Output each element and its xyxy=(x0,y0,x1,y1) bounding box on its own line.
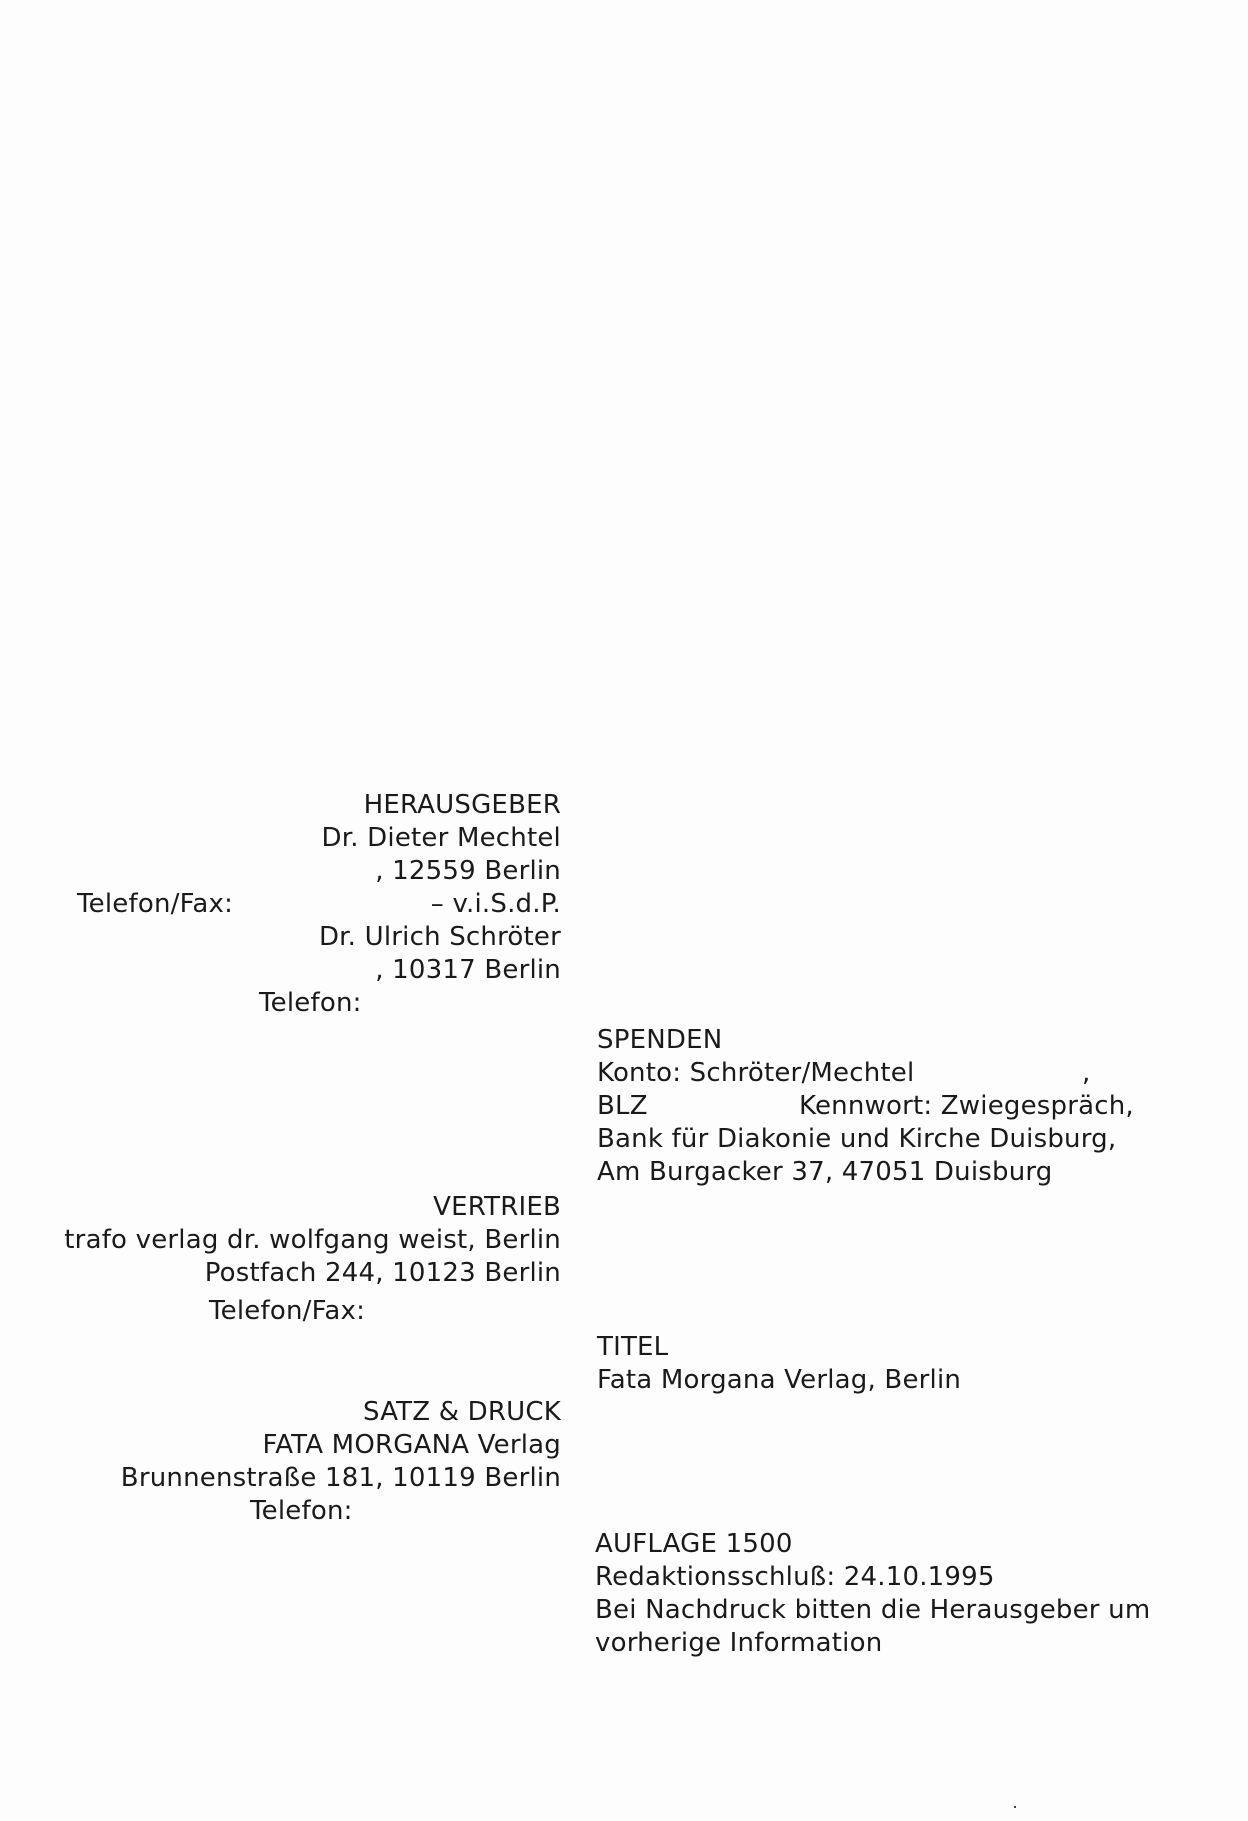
herausgeber-phone-label-2: Telefon: xyxy=(259,988,362,1018)
satz-druck-line-1: FATA MORGANA Verlag xyxy=(262,1430,561,1460)
herausgeber-name-2: Dr. Ulrich Schröter xyxy=(318,922,561,952)
satz-druck-phone-label: Telefon: xyxy=(250,1496,353,1526)
auflage-line-3: vorherige Information xyxy=(595,1628,883,1658)
spenden-kennwort: Kennwort: Zwiegespräch, xyxy=(799,1091,1134,1121)
herausgeber-name-1: Dr. Dieter Mechtel xyxy=(321,823,561,853)
herausgeber-address-2: , 10317 Berlin xyxy=(375,955,561,985)
scan-speck xyxy=(1014,1806,1016,1808)
satz-druck-heading: SATZ & DRUCK xyxy=(363,1397,561,1427)
vertrieb-heading: VERTRIEB xyxy=(433,1192,561,1222)
spenden-address: Am Burgacker 37, 47051 Duisburg xyxy=(597,1157,1053,1187)
spenden-heading: SPENDEN xyxy=(597,1025,723,1055)
vertrieb-line-2: Postfach 244, 10123 Berlin xyxy=(204,1258,561,1288)
spenden-konto: Konto: Schröter/Mechtel xyxy=(597,1058,915,1088)
herausgeber-phone-label-1: Telefon/Fax: xyxy=(77,889,234,919)
vertrieb-line-1: trafo verlag dr. wolfgang weist, Berlin xyxy=(64,1225,561,1255)
titel-line-1: Fata Morgana Verlag, Berlin xyxy=(597,1365,962,1395)
titel-heading: TITEL xyxy=(597,1332,669,1362)
spenden-konto-comma: , xyxy=(1082,1058,1091,1088)
auflage-heading: AUFLAGE 1500 xyxy=(595,1529,793,1559)
herausgeber-visdp: – v.i.S.d.P. xyxy=(430,889,561,919)
herausgeber-address-1: , 12559 Berlin xyxy=(375,856,561,886)
satz-druck-line-2: Brunnenstraße 181, 10119 Berlin xyxy=(120,1463,561,1493)
herausgeber-heading: HERAUSGEBER xyxy=(363,790,561,820)
spenden-bank: Bank für Diakonie und Kirche Duisburg, xyxy=(597,1124,1117,1154)
vertrieb-phone-label: Telefon/Fax: xyxy=(209,1296,366,1326)
spenden-blz-label: BLZ xyxy=(597,1091,648,1121)
auflage-line-1: Redaktionsschluß: 24.10.1995 xyxy=(595,1562,995,1592)
auflage-line-2: Bei Nachdruck bitten die Herausgeber um xyxy=(595,1595,1151,1625)
